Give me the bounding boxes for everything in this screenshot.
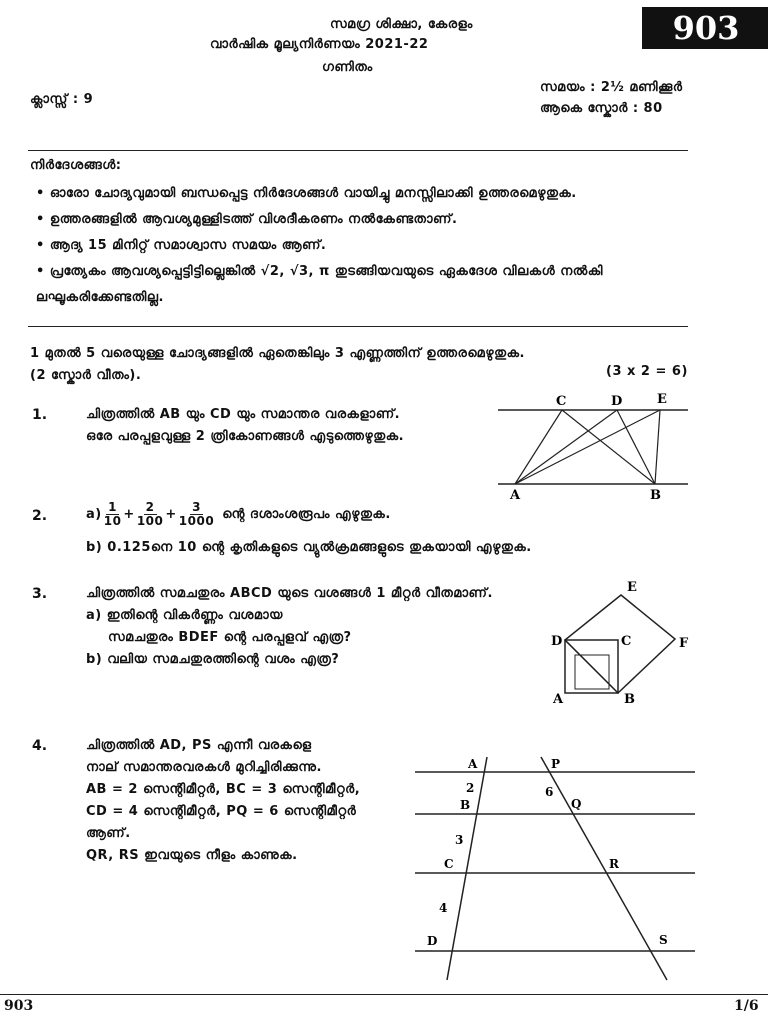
q4-text-line3: AB = 2 സെന്റിമീറ്റർ, BC = 3 സെന്റിമീറ്റർ, [86,782,361,797]
instruction-item: • ഉത്തരങ്ങളിൽ ആവശ്യമുള്ളിടത്ത് വിശദീകരണം നൽകേണ്ടതാണ്. [36,212,458,227]
instruction-text: ഓരോ ചോദ്യവുമായി ബന്ധപ്പെട്ട നിർദേശങ്ങൾ വായിച്ചു മനസ്സിലാക്കി ഉത്തരമെഴുതുക. [49,186,577,201]
instruction-item: • ഓരോ ചോദ്യവുമായി ബന്ധപ്പെട്ട നിർദേശങ്ങൾ വായിച്ചു മനസ്സിലാക്കി ഉത്തരമെഴുതുക. [36,186,577,201]
inner-square [575,655,609,689]
subject-title: ഗണിതം [322,60,373,75]
page-number: 1/6 [734,998,759,1014]
label-d: D [611,394,623,409]
q1-text-line2: ഒരേ പരപ്പളവുള്ള 2 ത്രികോണങ്ങൾ എടുത്തെഴുതുക. [86,429,405,444]
label-e: E [627,580,637,595]
section-subheading: (2 സ്കോർ വീതം). [30,368,142,383]
instruction-text: പ്രത്യേകം ആവശ്യപ്പെട്ടിട്ടില്ലെങ്കിൽ √2, √3, π തുടങ്ങിയവയുടെ ഏകദേശ വിലകൾ നൽകി ലഘൂകരിക്കേണ്ടതില്ല. [36,264,603,305]
instruction-text: ആദ്യ 15 മിനിറ്റ് സമാശ്വാസ സമയം ആണ്. [49,238,327,253]
segment-ac [515,410,562,484]
label-p: P [551,757,561,771]
numerator: 2 [145,499,155,514]
segment-be [655,410,660,484]
transversal-ps [541,757,667,980]
q4-text-line1: ചിത്രത്തിൽ AD, PS എന്നീ വരകളെ [86,738,312,753]
label-a: A [510,488,521,503]
q4-transversals-figure [405,752,700,992]
question-number: 1. [32,407,48,423]
q4-text-line2: നാല് സമാന്തരവരകൾ മുറിച്ചിരിക്കുന്നു. [86,760,322,775]
segment-pq-length: 6 [545,785,554,799]
label-a: A [468,757,478,771]
part-a-text: ന്റെ ദശാംശരൂപം എഴുതുക. [222,506,391,522]
segment-cd-length: 4 [439,901,448,915]
question-number: 3. [32,586,48,602]
label-c: C [556,394,567,409]
segment-bc [562,410,655,484]
q1-text-line1: ചിത്രത്തിൽ AB യും CD യും സമാന്തര വരകളാണ്. [86,407,401,422]
plus-sign: + [165,506,177,522]
instruction-item: • പ്രത്യേകം ആവശ്യപ്പെട്ടിട്ടില്ലെങ്കിൽ √2, √3, π തുടങ്ങിയവയുടെ ഏകദേശ വിലകൾ നൽകി ലഘൂകരിക്കേണ്ടതില്ല. [36,264,603,305]
label-s: S [659,933,668,947]
segment-bc-length: 3 [455,833,464,847]
label-b: B [650,488,661,503]
diagonal-bd [565,640,618,693]
footer-code: 903 [4,998,34,1014]
fraction [179,501,214,528]
time-label: സമയം : 2½ മണിക്കൂർ [540,80,683,95]
denominator: 10 [103,513,122,528]
label-r: R [609,857,619,871]
square-bdef [565,595,675,693]
instructions-list [36,181,676,311]
label-a: A [553,692,564,707]
header-title: സമഗ്ര ശിക്ഷാ, കേരളം [330,17,473,32]
fraction [137,501,164,528]
instruction-text: ഉത്തരങ്ങളിൽ ആവശ്യമുള്ളിടത്ത് വിശദീകരണം നൽകേണ്ടതാണ്. [49,212,458,227]
label-c: C [444,857,454,871]
q3-text-line3: സമചതുരം BDEF ന്റെ പരപ്പളവ് എത്ര? [108,630,352,645]
q3-squares-figure [545,575,695,710]
label-b: B [624,692,635,707]
instructions-title: നിർദേശങ്ങൾ: [30,158,122,173]
numerator: 3 [192,499,201,514]
exam-name: വാർഷിക മൂല്യനിർണയം 2021-22 [210,37,429,52]
q2-part-b: b) 0.125നെ 10 ന്റെ കൃതികളുടെ വ്യുൽക്രമങ്ങളുടെ തുകയായി എഴുതുക. [86,540,532,555]
label-e: E [657,392,667,407]
paper-code-badge: 903 [642,7,768,49]
label-q: Q [571,797,582,811]
q1-parallel-lines-figure [490,388,695,503]
part-a-prefix: a) [86,506,102,522]
section-marks: (3 x 2 = 6) [606,364,688,379]
label-f: F [679,636,689,651]
label-c: C [621,634,632,649]
section-heading: 1 മുതൽ 5 വരെയുള്ള ചോദ്യങ്ങളിൽ ഏതെങ്കിലും 3 എണ്ണത്തിന് ഉത്തരമെഴുതുക. [30,346,525,361]
fraction [104,501,122,528]
q3-text-line2: a) ഇതിന്റെ വികർണ്ണം വശമായ [86,608,283,623]
numerator: 1 [108,499,117,514]
question-number: 4. [32,738,48,754]
segment-ab-length: 2 [466,781,475,795]
label-d: D [427,934,438,948]
segment-bd [617,410,655,484]
q3-text-line4: b) വലിയ സമചതുരത്തിന്റെ വശം എത്ര? [86,652,340,667]
q4-text-line6: QR, RS ഇവയുടെ നീളം കാണുക. [86,848,298,863]
plus-sign: + [123,506,135,522]
q4-text-line5: ആണ്. [86,826,131,841]
q2-part-a [86,494,391,534]
footer-divider [0,994,768,995]
denominator: 1000 [178,513,215,528]
total-score-label: ആകെ സ്കോർ : 80 [540,101,663,116]
instruction-item: • ആദ്യ 15 മിനിറ്റ് സമാശ്വാസ സമയം ആണ്. [36,238,327,253]
q3-text-line1: ചിത്രത്തിൽ സമചതുരം ABCD യുടെ വശങ്ങൾ 1 മീറ്റർ വീതമാണ്. [86,586,493,601]
divider-top [28,150,688,151]
label-d: D [551,634,563,649]
segment-ae [515,410,660,484]
denominator: 100 [136,513,164,528]
q4-text-line4: CD = 4 സെന്റിമീറ്റർ, PQ = 6 സെന്റിമീറ്റർ [86,804,357,819]
question-number: 2. [32,508,48,524]
class-label: ക്ലാസ്സ് : 9 [30,92,94,107]
label-b: B [460,798,471,812]
divider-mid [28,326,688,327]
segment-ad [515,410,617,484]
